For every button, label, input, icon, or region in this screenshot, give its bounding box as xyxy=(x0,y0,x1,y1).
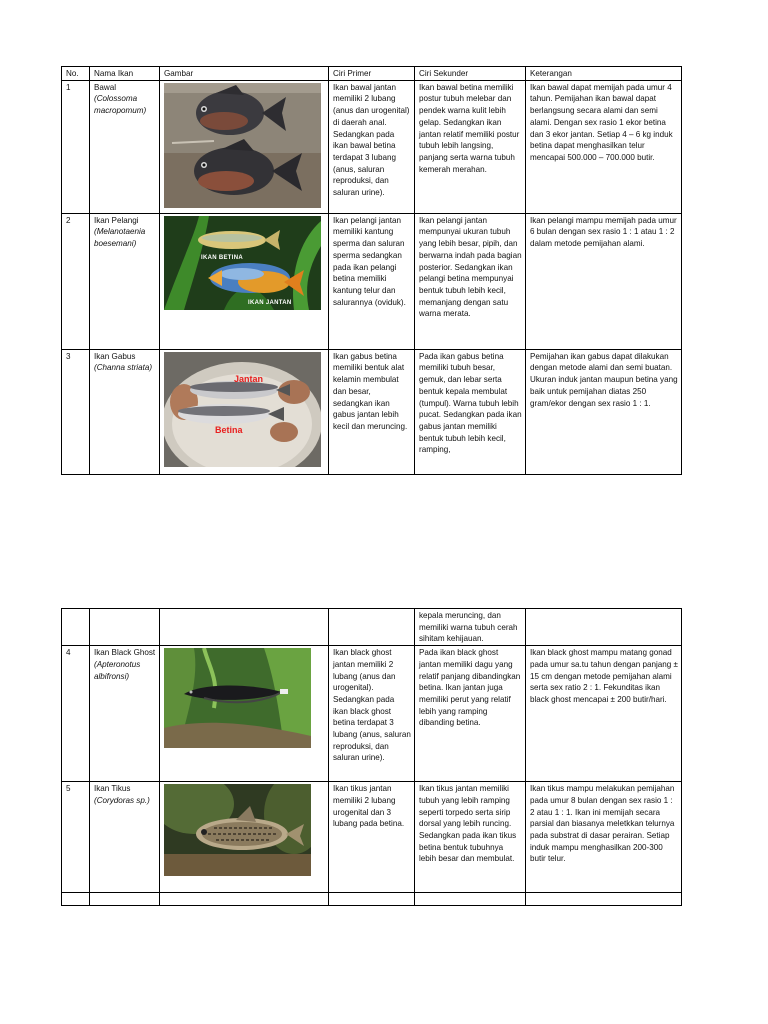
row-number: 2 xyxy=(62,213,90,349)
ciri-primer-cell: Ikan tikus jantan memiliki 2 lubang urogenital dan 3 lubang pada betina. xyxy=(329,782,415,893)
empty-cell xyxy=(90,893,160,906)
fish-scientific-name: (Apteronotus albifronsi) xyxy=(94,659,141,681)
empty-cell xyxy=(160,609,329,646)
fish-name-cell xyxy=(90,213,160,349)
fish-name-cell xyxy=(90,782,160,893)
ciri-primer-cell: Ikan bawal jantan memiliki 2 lubang (anus dan urogenital) di daerah anal. Sedangkan pada ikan bawal betina terdapat 3 lubang (anus, saluran reproduksi, dan saluran urine). xyxy=(329,80,415,213)
keterangan-cell: Ikan pelangi mampu memijah pada umur 6 bulan dengan sex rasio 1 : 1 atau 1 : 2 dalam metode pemijahan alami. xyxy=(526,213,682,349)
empty-cell xyxy=(62,609,90,646)
header-keterangan: Keterangan xyxy=(526,67,682,81)
keterangan-cell: Pemijahan ikan gabus dapat dilakukan dengan metode alami dan semi buatan. Ukuran induk jantan maupun betina yang baik untuk pemijahan diatas 250 gram/ekor dengan sex rasio 1 : 1. xyxy=(526,349,682,474)
black-ghost-photo xyxy=(164,648,311,748)
empty-cell xyxy=(329,609,415,646)
ciri-sekunder-continuation: kepala meruncing, dan memiliki warna tubuh cerah sihitam kehijauan. xyxy=(415,609,526,646)
ciri-sekunder-cell: Ikan bawal betina memiliki postur tubuh melebar dan pendek warna kulit lebih gelap. Sedangkan ikan jantan relatif memiliki postur tubuh lebih langsing, panjang serta warna tubuh kemerah merahan. xyxy=(415,80,526,213)
ciri-primer-cell: Ikan gabus betina memiliki bentuk alat kelamin membulat dan besar, sedangkan ikan gabus jantan lebih kecil dan meruncing. xyxy=(329,349,415,474)
row-number: 5 xyxy=(62,782,90,893)
empty-cell xyxy=(62,893,90,906)
header-no: No. xyxy=(62,67,90,81)
empty-cell xyxy=(415,893,526,906)
fish-name-cell xyxy=(90,646,160,782)
header-ciri-primer: Ciri Primer xyxy=(329,67,415,81)
label-ikan-betina: IKAN BETINA xyxy=(201,254,243,261)
header-gambar: Gambar xyxy=(160,67,329,81)
bawal-fish-photo xyxy=(164,83,321,208)
ciri-primer-cell: Ikan black ghost jantan memiliki 2 lubang (anus dan urogenital). Sedangkan pada ikan black ghost betina terdapat 3 lubang (anus, saluran reproduksi, dan saluran urine). xyxy=(329,646,415,782)
fish-scientific-name: (Channa striata) xyxy=(94,363,153,373)
header-ciri-sekunder: Ciri Sekunder xyxy=(415,67,526,81)
ciri-sekunder-cell: Ikan tikus jantan memiliki tubuh yang lebih ramping seperti torpedo serta sirip dorsal yang lebih runcing. Sedangkan pada ikan tikus betina bentuk tubuhnya lebih besar dan membulat. xyxy=(415,782,526,893)
rainbowfish-photo xyxy=(164,216,321,310)
ciri-sekunder-cell: Pada ikan gabus betina memiliki tubuh besar, gemuk, dan lebar serta bentuk kepala membulat (tumpul). Warna tubuh lebih pucat. Sedangkan pada ikan gabus jantan memiliki bentuk tubuh lebih kecil, ramping, xyxy=(415,349,526,474)
keterangan-cell: Ikan black ghost mampu matang gonad pada umur sa.tu tahun dengan panjang ± 15 cm dengan metode pemijahan alami serta sex ratio 2 : 1. Fekunditas ikan black ghost mencapai ± 200 butir/hari. xyxy=(526,646,682,782)
fish-name-cell xyxy=(90,80,160,213)
label-betina: Betina xyxy=(215,424,243,435)
fish-image-cell xyxy=(160,782,329,893)
table-row-continuation xyxy=(62,609,682,646)
header-nama-ikan: Nama Ikan xyxy=(90,67,160,81)
label-ikan-jantan: IKAN JANTAN xyxy=(248,299,292,306)
keterangan-cell: Ikan tikus mampu melakukan pemijahan pada umur 8 bulan dengan sex rasio 1 : 2 atau 1 : 1. Ikan ini memijah secara parsial dan biasanya meletkkan telurnya pada substrat di dasar perairan. Setiap induk mampu menghasilkan 200-300 butir telur. xyxy=(526,782,682,893)
table-row-empty xyxy=(62,893,682,906)
corydoras-photo xyxy=(164,784,311,876)
fish-image-cell xyxy=(160,646,329,782)
table-header-row xyxy=(62,67,682,81)
ciri-sekunder-cell: Pada ikan black ghost jantan memiliki dagu yang relatif panjang dibandingkan betina. Ikan jantan juga memiliki perut yang relatif lebih yang ramping dibanding betina. xyxy=(415,646,526,782)
fish-image-cell xyxy=(160,349,329,474)
empty-cell xyxy=(160,893,329,906)
fish-common-name: Ikan Pelangi xyxy=(94,215,139,225)
fish-common-name: Bawal xyxy=(94,82,117,92)
fish-image-cell xyxy=(160,80,329,213)
row-number: 3 xyxy=(62,349,90,474)
fish-common-name: Ikan Black Ghost xyxy=(94,648,156,658)
ciri-sekunder-cell: Ikan pelangi jantan mempunyai ukuran tubuh yang lebih besar, pipih, dan berwarna indah pada bagian posterior. Sedangkan ikan pelangi betina mempunyai bentuk tubuh lebih kecil, memanjang dengan satu warna merata. xyxy=(415,213,526,349)
table-row xyxy=(62,349,682,474)
fish-scientific-name: (Corydoras sp.) xyxy=(94,795,150,805)
fish-common-name: Ikan Gabus xyxy=(94,351,136,361)
row-number: 4 xyxy=(62,646,90,782)
fish-name-cell xyxy=(90,349,160,474)
table-row xyxy=(62,80,682,213)
ciri-primer-cell: Ikan pelangi jantan memiliki kantung sperma dan saluran sperma sedangkan pada ikan pelangi betina memiliki kantung telur dan salurannya (oviduk). xyxy=(329,213,415,349)
fish-table-part-2 xyxy=(61,608,682,906)
empty-cell xyxy=(329,893,415,906)
row-number: 1 xyxy=(62,80,90,213)
empty-cell xyxy=(526,609,682,646)
keterangan-cell: Ikan bawal dapat memijah pada umur 4 tahun. Pemijahan ikan bawal dapat berlangsung secara alami dan semi alami. Dengan sex rasio 1 ekor betina dan 3 ekor jantan. Setiap 4 – 6 kg induk betina dapat menghasilkan telur mencapai 500.000 – 700.000 butir. xyxy=(526,80,682,213)
fish-table-part-1 xyxy=(61,66,682,475)
snakehead-photo xyxy=(164,352,321,467)
label-jantan: Jantan xyxy=(234,373,264,384)
fish-common-name: Ikan Tikus xyxy=(94,784,131,794)
fish-image-cell xyxy=(160,213,329,349)
fish-scientific-name: (Colossoma macropomum) xyxy=(94,94,147,116)
table-row xyxy=(62,646,682,782)
empty-cell xyxy=(526,893,682,906)
empty-cell xyxy=(90,609,160,646)
table-row xyxy=(62,213,682,349)
table-row xyxy=(62,782,682,893)
fish-scientific-name: (Melanotaenia boesemani) xyxy=(94,227,146,249)
